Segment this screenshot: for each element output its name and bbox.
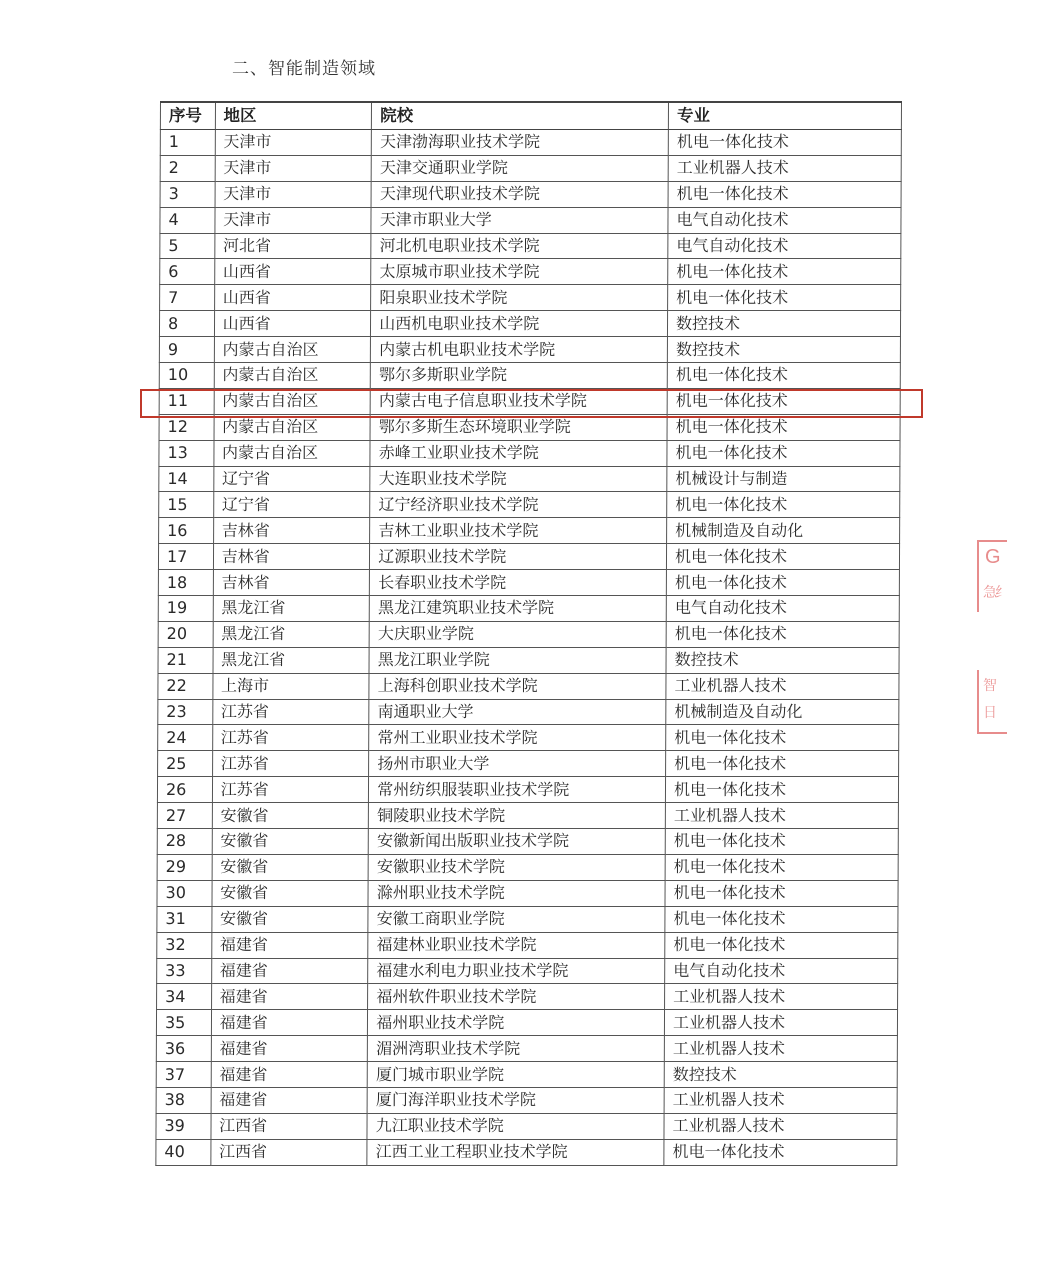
- cell-school: 湄洲湾职业技术学院: [368, 1036, 665, 1062]
- cell-region: 辽宁省: [213, 466, 370, 492]
- cell-number: 16: [159, 518, 214, 544]
- table-row: [157, 803, 898, 829]
- table-row: [157, 880, 898, 906]
- table-row: [158, 725, 899, 751]
- table-row: [159, 466, 900, 492]
- cell-school: 天津交通职业学院: [371, 155, 668, 181]
- table-row: [156, 1087, 897, 1113]
- cell-region: 内蒙古自治区: [214, 440, 371, 466]
- cell-region: 福建省: [211, 984, 368, 1010]
- cell-school: 辽源职业技术学院: [370, 544, 667, 570]
- cell-number: 31: [157, 906, 212, 932]
- cell-region: 福建省: [211, 958, 368, 984]
- cell-school: 福建林业职业技术学院: [368, 932, 665, 958]
- cell-number: 28: [157, 829, 212, 855]
- cell-number: 22: [158, 673, 213, 699]
- cell-number: 12: [159, 414, 214, 440]
- cell-number: 7: [160, 285, 215, 311]
- table-row: [158, 699, 899, 725]
- cell-school: 阳泉职业技术学院: [371, 285, 668, 311]
- cell-school: 吉林工业职业技术学院: [370, 518, 667, 544]
- cell-region: 福建省: [211, 1010, 368, 1036]
- cell-school: 大庆职业学院: [369, 621, 666, 647]
- cell-major: 工业机器人技术: [664, 1113, 897, 1139]
- table-row: [156, 1139, 897, 1165]
- cell-number: 32: [157, 932, 212, 958]
- cell-major: 机电一体化技术: [667, 544, 900, 570]
- cell-major: 数控技术: [668, 311, 901, 337]
- cell-region: 江苏省: [212, 725, 369, 751]
- red-seal-stamp: [975, 540, 1009, 740]
- cell-major: 机电一体化技术: [665, 906, 898, 932]
- cell-school: 黑龙江建筑职业技术学院: [369, 596, 666, 622]
- cell-number: 27: [157, 803, 212, 829]
- header-major: 专业: [668, 102, 901, 130]
- cell-number: 23: [158, 699, 213, 725]
- cell-region: 福建省: [211, 1036, 368, 1062]
- table-row: [160, 155, 901, 181]
- table-row: [160, 233, 901, 259]
- cell-school: 安徽工商职业学院: [368, 906, 665, 932]
- cell-major: 机电一体化技术: [668, 259, 901, 285]
- table-row-highlighted: [159, 388, 900, 414]
- cell-number: 36: [156, 1036, 211, 1062]
- table-row: [157, 984, 898, 1010]
- cell-school: 大连职业技术学院: [370, 466, 667, 492]
- cell-school: 常州工业职业技术学院: [369, 725, 666, 751]
- cell-region: 安徽省: [212, 803, 369, 829]
- cell-region: 吉林省: [213, 544, 370, 570]
- cell-region: 内蒙古自治区: [214, 414, 371, 440]
- cell-region: 安徽省: [212, 880, 369, 906]
- cell-major: 数控技术: [666, 647, 899, 673]
- cell-school: 天津渤海职业技术学院: [372, 130, 669, 156]
- cell-region: 黑龙江省: [213, 621, 370, 647]
- table-row: [157, 777, 898, 803]
- cell-major: 电气自动化技术: [665, 958, 898, 984]
- cell-number: 8: [159, 311, 214, 337]
- cell-region: 安徽省: [212, 854, 369, 880]
- cell-number: 15: [159, 492, 214, 518]
- cell-school: 福州软件职业技术学院: [368, 984, 665, 1010]
- stamp-mark: 纟: [995, 585, 1009, 601]
- cell-number: 1: [160, 130, 215, 156]
- cell-major: 数控技术: [664, 1062, 897, 1088]
- cell-school: 滁州职业技术学院: [368, 880, 665, 906]
- cell-region: 天津市: [215, 155, 372, 181]
- cell-region: 河北省: [214, 233, 371, 259]
- cell-school: 安徽新闻出版职业技术学院: [368, 829, 665, 855]
- cell-number: 37: [156, 1062, 211, 1088]
- table-row: [157, 906, 898, 932]
- cell-school: 上海科创职业技术学院: [369, 673, 666, 699]
- cell-major: 机电一体化技术: [665, 829, 898, 855]
- cell-major: 机械制造及自动化: [667, 518, 900, 544]
- cell-major: 机械制造及自动化: [666, 699, 899, 725]
- cell-number: 6: [160, 259, 215, 285]
- cell-major: 机电一体化技术: [666, 751, 899, 777]
- cell-major: 机电一体化技术: [666, 570, 899, 596]
- stamp-letter: G: [985, 546, 1001, 568]
- table-row: [156, 1010, 897, 1036]
- cell-major: 机电一体化技术: [668, 130, 901, 156]
- cell-school: 鄂尔多斯职业学院: [370, 363, 667, 389]
- cell-region: 江苏省: [212, 699, 369, 725]
- table-row: [159, 311, 900, 337]
- header-school: 院校: [372, 102, 669, 130]
- cell-number: 3: [160, 181, 215, 207]
- cell-major: 工业机器人技术: [666, 673, 899, 699]
- table-row: [158, 570, 899, 596]
- cell-school: 九江职业技术学院: [367, 1113, 664, 1139]
- cell-region: 山西省: [214, 285, 371, 311]
- cell-number: 39: [156, 1113, 211, 1139]
- table-row: [159, 363, 900, 389]
- cell-school: 太原城市职业技术学院: [371, 259, 668, 285]
- cell-major: 机电一体化技术: [667, 440, 900, 466]
- stamp-mark: 急: [983, 585, 997, 601]
- cell-region: 福建省: [211, 1087, 368, 1113]
- cell-number: 9: [159, 337, 214, 363]
- table-row: [158, 751, 899, 777]
- cell-school: 福州职业技术学院: [368, 1010, 665, 1036]
- cell-major: 工业机器人技术: [668, 155, 901, 181]
- cell-region: 黑龙江省: [213, 596, 370, 622]
- table-row: [160, 207, 901, 233]
- table-row: [158, 621, 899, 647]
- cell-region: 山西省: [214, 259, 371, 285]
- cell-school: 黑龙江职业学院: [369, 647, 666, 673]
- cell-school: 常州纺织服装职业技术学院: [369, 777, 666, 803]
- cell-region: 内蒙古自治区: [214, 388, 371, 414]
- cell-number: 30: [157, 880, 212, 906]
- cell-number: 38: [156, 1087, 211, 1113]
- cell-number: 35: [156, 1010, 211, 1036]
- cell-region: 江西省: [210, 1139, 367, 1165]
- cell-number: 20: [158, 621, 213, 647]
- cell-school: 天津现代职业技术学院: [371, 181, 668, 207]
- cell-school: 福建水利电力职业技术学院: [368, 958, 665, 984]
- cell-region: 山西省: [214, 311, 371, 337]
- cell-region: 安徽省: [211, 906, 368, 932]
- table-row: [157, 854, 898, 880]
- cell-major: 工业机器人技术: [664, 1036, 897, 1062]
- section-title: 二、智能制造领域: [232, 59, 376, 79]
- cell-major: 机电一体化技术: [667, 363, 900, 389]
- cell-region: 辽宁省: [213, 492, 370, 518]
- cell-number: 11: [159, 388, 214, 414]
- cell-school: 辽宁经济职业技术学院: [370, 492, 667, 518]
- college-table: [155, 101, 902, 1166]
- header-number: 序号: [160, 102, 215, 130]
- table-row: [158, 544, 899, 570]
- cell-major: 电气自动化技术: [668, 233, 901, 259]
- cell-region: 上海市: [212, 673, 369, 699]
- table-row: [159, 337, 900, 363]
- cell-region: 吉林省: [213, 570, 370, 596]
- cell-school: 扬州市职业大学: [369, 751, 666, 777]
- cell-region: 安徽省: [212, 829, 369, 855]
- cell-school: 南通职业大学: [369, 699, 666, 725]
- cell-region: 福建省: [211, 932, 368, 958]
- cell-major: 工业机器人技术: [664, 1010, 897, 1036]
- cell-number: 21: [158, 647, 213, 673]
- cell-major: 机电一体化技术: [667, 414, 900, 440]
- cell-school: 内蒙古机电职业技术学院: [371, 337, 668, 363]
- cell-major: 机电一体化技术: [668, 285, 901, 311]
- cell-number: 40: [156, 1139, 211, 1165]
- table-row: [157, 829, 898, 855]
- cell-major: 机电一体化技术: [667, 388, 900, 414]
- cell-major: 机电一体化技术: [665, 854, 898, 880]
- stamp-mark: 智: [983, 678, 997, 694]
- cell-number: 2: [160, 155, 215, 181]
- cell-region: 福建省: [211, 1062, 368, 1088]
- cell-major: 机械设计与制造: [667, 466, 900, 492]
- table-row: [157, 932, 898, 958]
- cell-number: 25: [158, 751, 213, 777]
- cell-region: 天津市: [215, 130, 372, 156]
- cell-number: 26: [157, 777, 212, 803]
- table-row: [156, 1113, 897, 1139]
- cell-number: 24: [158, 725, 213, 751]
- cell-school: 厦门城市职业学院: [367, 1062, 664, 1088]
- cell-major: 机电一体化技术: [665, 932, 898, 958]
- cell-number: 14: [159, 466, 214, 492]
- cell-major: 工业机器人技术: [664, 1087, 897, 1113]
- cell-major: 机电一体化技术: [666, 725, 899, 751]
- cell-major: 电气自动化技术: [666, 596, 899, 622]
- cell-region: 江西省: [211, 1113, 368, 1139]
- table-row: [158, 647, 899, 673]
- table-body: [156, 130, 902, 1166]
- stamp-bracket-bottom: [977, 670, 1007, 734]
- table-row: [159, 414, 900, 440]
- table-row: [158, 673, 899, 699]
- cell-school: 长春职业技术学院: [370, 570, 667, 596]
- cell-school: 赤峰工业职业技术学院: [370, 440, 667, 466]
- cell-school: 鄂尔多斯生态环境职业学院: [370, 414, 667, 440]
- cell-region: 黑龙江省: [213, 647, 370, 673]
- table-row: [157, 958, 898, 984]
- cell-school: 厦门海洋职业技术学院: [367, 1087, 664, 1113]
- table-header-row: [160, 102, 901, 130]
- cell-major: 数控技术: [667, 337, 900, 363]
- cell-major: 机电一体化技术: [668, 181, 901, 207]
- table-row: [156, 1062, 897, 1088]
- table-row: [160, 181, 901, 207]
- stamp-mark: 日: [983, 705, 997, 721]
- cell-school: 铜陵职业技术学院: [369, 803, 666, 829]
- cell-school: 江西工业工程职业技术学院: [367, 1139, 664, 1165]
- cell-number: 4: [160, 207, 215, 233]
- table-row: [159, 440, 900, 466]
- cell-major: 工业机器人技术: [665, 984, 898, 1010]
- cell-region: 江苏省: [212, 777, 369, 803]
- header-region: 地区: [215, 102, 372, 130]
- cell-major: 机电一体化技术: [665, 777, 898, 803]
- cell-region: 内蒙古自治区: [214, 337, 371, 363]
- cell-school: 山西机电职业技术学院: [371, 311, 668, 337]
- cell-major: 电气自动化技术: [668, 207, 901, 233]
- cell-major: 机电一体化技术: [666, 621, 899, 647]
- cell-school: 天津市职业大学: [371, 207, 668, 233]
- table-row: [160, 259, 901, 285]
- cell-major: 机电一体化技术: [667, 492, 900, 518]
- cell-region: 吉林省: [213, 518, 370, 544]
- cell-region: 天津市: [215, 181, 372, 207]
- cell-region: 内蒙古自治区: [214, 363, 371, 389]
- cell-number: 13: [159, 440, 214, 466]
- cell-number: 34: [157, 984, 212, 1010]
- cell-number: 5: [160, 233, 215, 259]
- table-row: [158, 596, 899, 622]
- table-row: [160, 285, 901, 311]
- cell-number: 17: [158, 544, 213, 570]
- table-row: [156, 1036, 897, 1062]
- cell-major: 机电一体化技术: [665, 880, 898, 906]
- table-row: [160, 130, 901, 156]
- table-row: [159, 492, 900, 518]
- cell-school: 安徽职业技术学院: [368, 854, 665, 880]
- cell-number: 18: [158, 570, 213, 596]
- cell-region: 江苏省: [212, 751, 369, 777]
- cell-number: 29: [157, 854, 212, 880]
- cell-school: 河北机电职业技术学院: [371, 233, 668, 259]
- table-row: [159, 518, 900, 544]
- cell-major: 工业机器人技术: [665, 803, 898, 829]
- cell-region: 天津市: [215, 207, 372, 233]
- cell-number: 33: [157, 958, 212, 984]
- cell-major: 机电一体化技术: [664, 1139, 897, 1165]
- cell-number: 10: [159, 363, 214, 389]
- cell-number: 19: [158, 596, 213, 622]
- cell-school: 内蒙古电子信息职业技术学院: [370, 388, 667, 414]
